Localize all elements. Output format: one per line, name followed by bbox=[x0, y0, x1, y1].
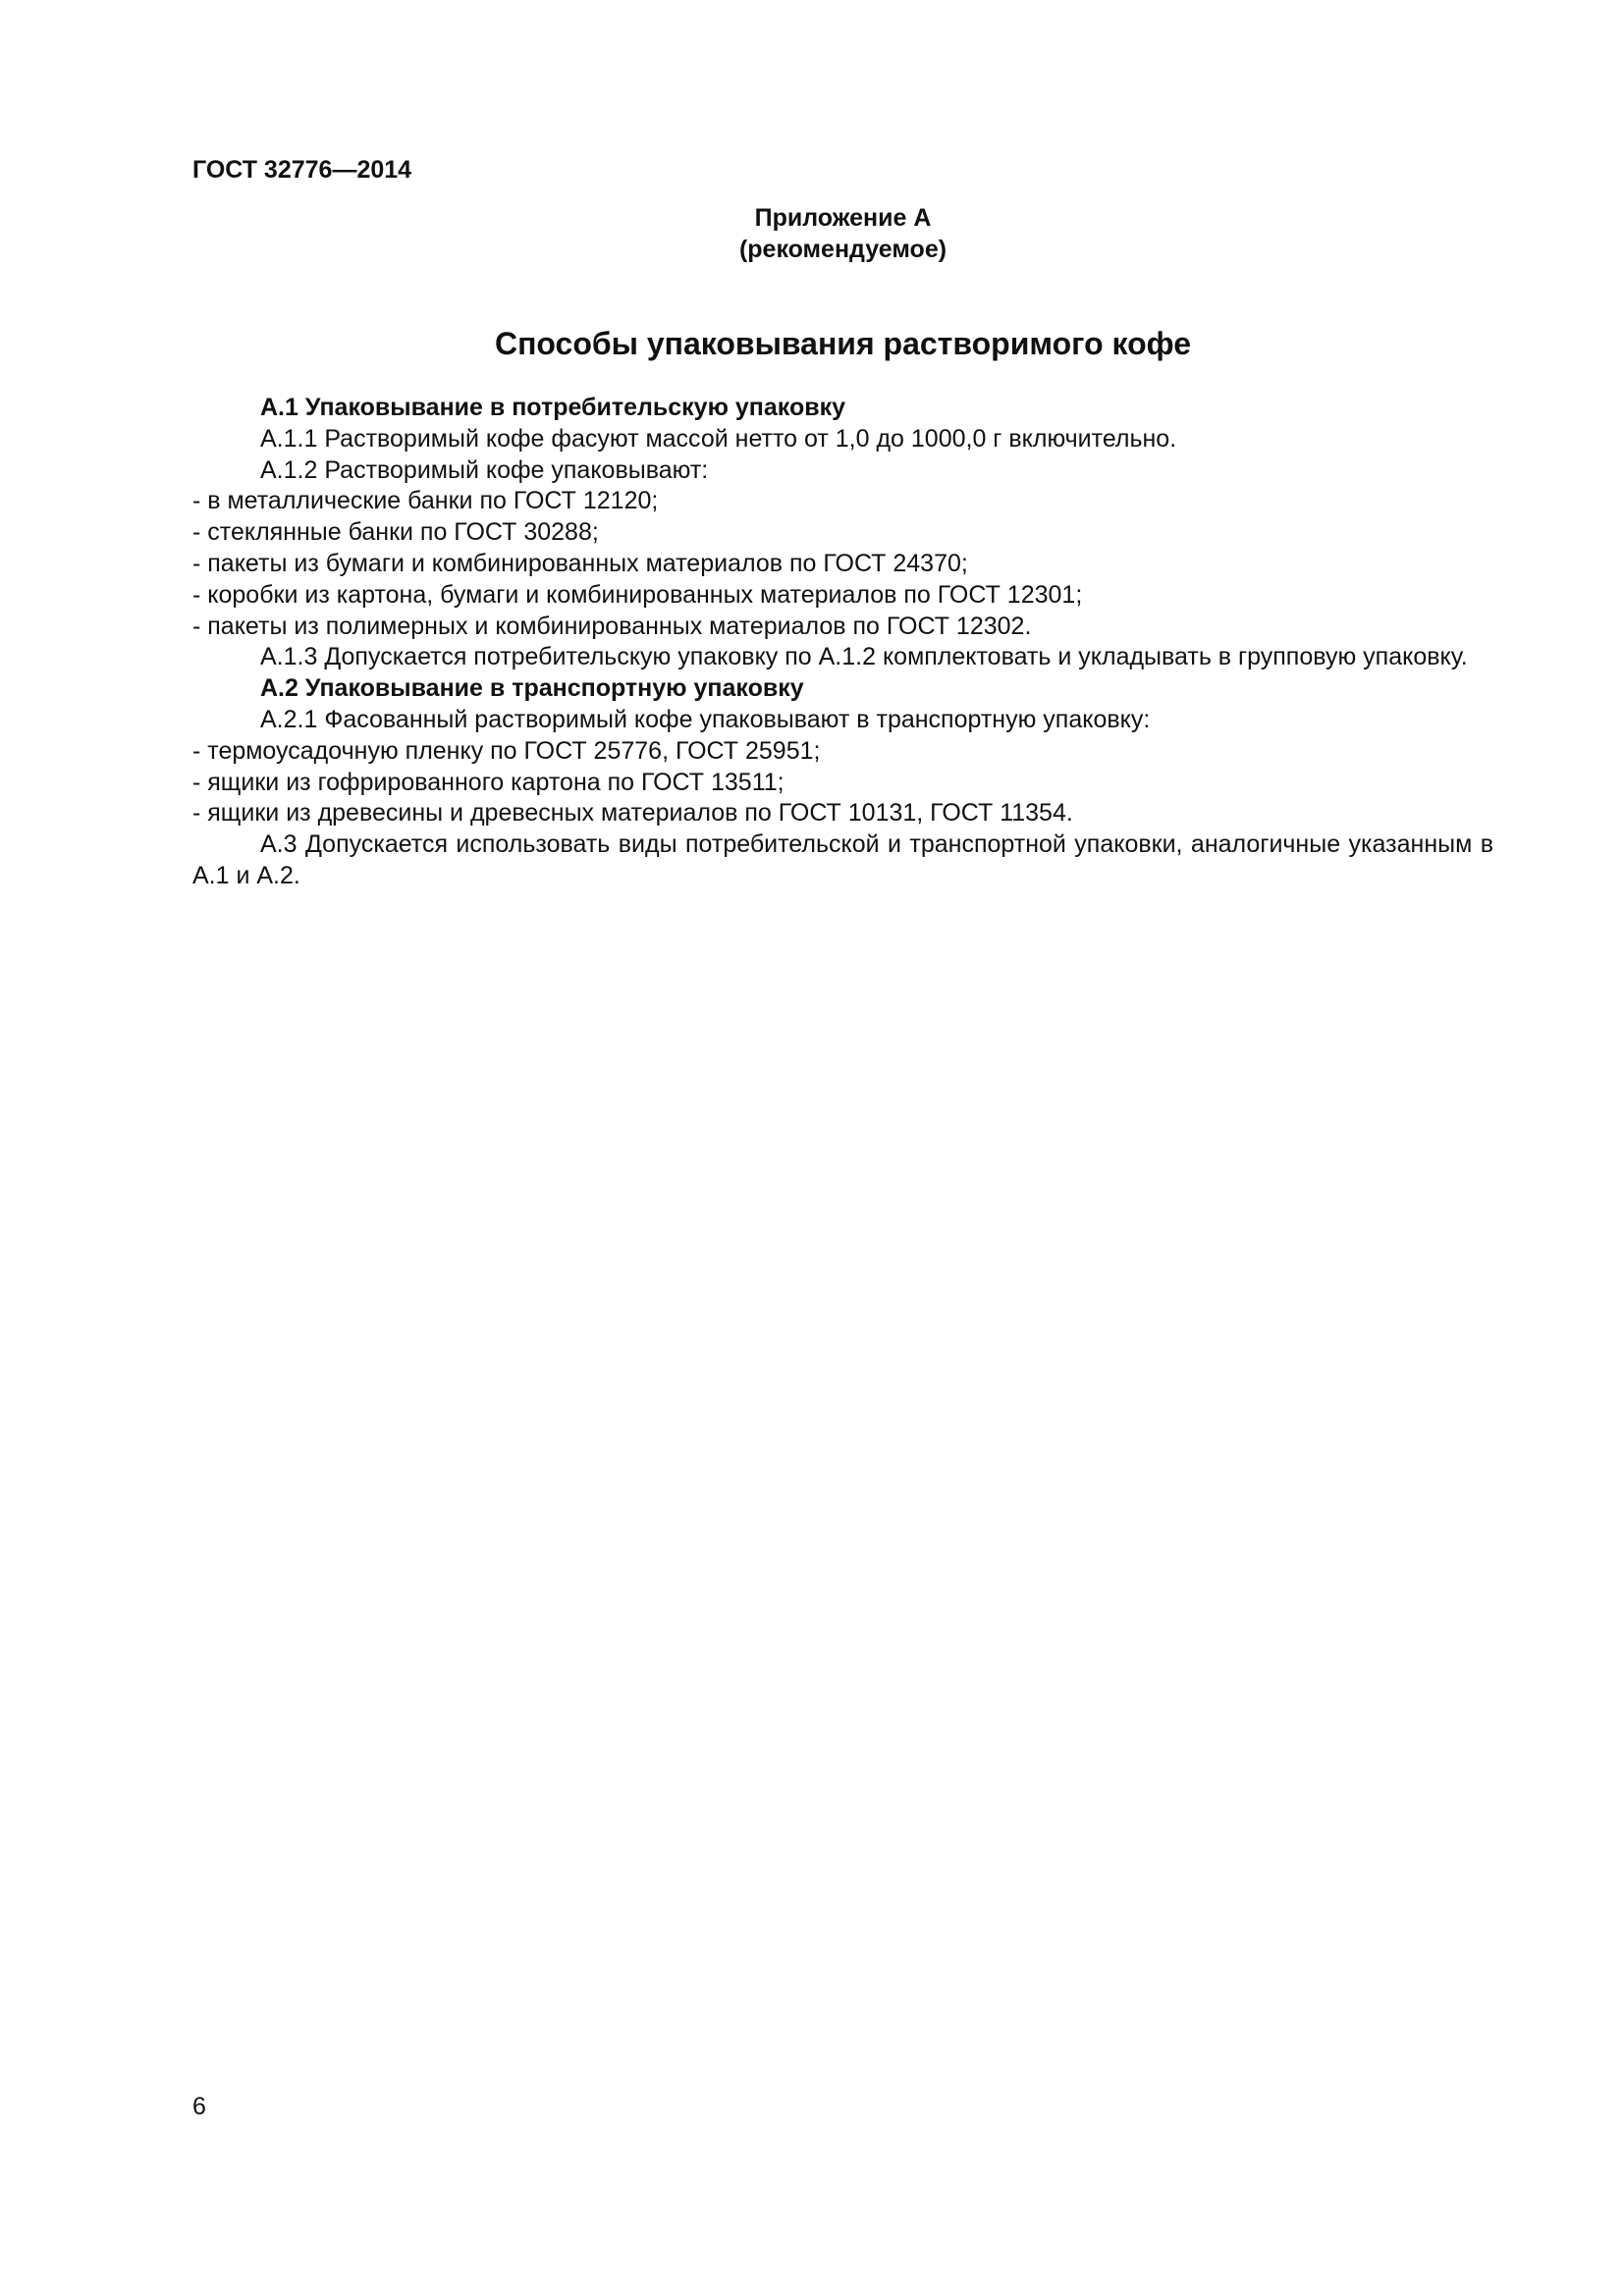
list-item: - коробки из картона, бумаги и комбинированных материалов по ГОСТ 12301; bbox=[192, 580, 1083, 609]
section-a2-heading: А.2 Упаковывание в транспортную упаковку bbox=[260, 674, 804, 703]
list-item: - в металлические банки по ГОСТ 12120; bbox=[192, 487, 659, 515]
paragraph-a1-2: А.1.2 Растворимый кофе упаковывают: bbox=[260, 455, 709, 484]
list-item: - пакеты из полимерных и комбинированных материалов по ГОСТ 12302. bbox=[192, 612, 1032, 640]
section-a1-heading: А.1 Упаковывание в потребительскую упаковку bbox=[260, 394, 846, 421]
list-item: - ящики из гофрированного картона по ГОСТ 13511; bbox=[192, 768, 784, 796]
list-item: - стеклянные банки по ГОСТ 30288; bbox=[192, 518, 599, 547]
paragraph-a3: А.3 Допускается использовать виды потребительской и транспортной упаковки, аналогичные указанным в А.1 и А.2. bbox=[192, 830, 1493, 889]
annex-status: (рекомендуемое) bbox=[738, 236, 947, 263]
paragraph-a1-1: А.1.1 Растворимый кофе фасуют массой нетто от 1,0 до 1000,0 г включительно. bbox=[260, 424, 1177, 453]
annex-title: Способы упаковывания растворимого кофе bbox=[494, 326, 1192, 361]
paragraph-a2-1: А.2.1 Фасованный растворимый кофе упаковывают в транспортную упаковку: bbox=[260, 705, 1151, 733]
paragraph-a1-3: А.1.3 Допускается потребительскую упаковку по А.1.2 комплектовать и укладывать в групповую упаковку. bbox=[260, 643, 1468, 671]
document-code: ГОСТ 32776—2014 bbox=[192, 156, 412, 184]
annex-header bbox=[192, 202, 1493, 265]
list-item: - ящики из древесины и древесных материалов по ГОСТ 10131, ГОСТ 11354. bbox=[192, 799, 1073, 828]
annex-label: Приложение А bbox=[754, 204, 932, 232]
document-body bbox=[192, 393, 1493, 892]
list-item: - пакеты из бумаги и комбинированных материалов по ГОСТ 24370; bbox=[192, 549, 968, 577]
list-item: - термоусадочную пленку по ГОСТ 25776, ГОСТ 25951; bbox=[192, 736, 821, 765]
page-number: 6 bbox=[192, 2093, 206, 2120]
